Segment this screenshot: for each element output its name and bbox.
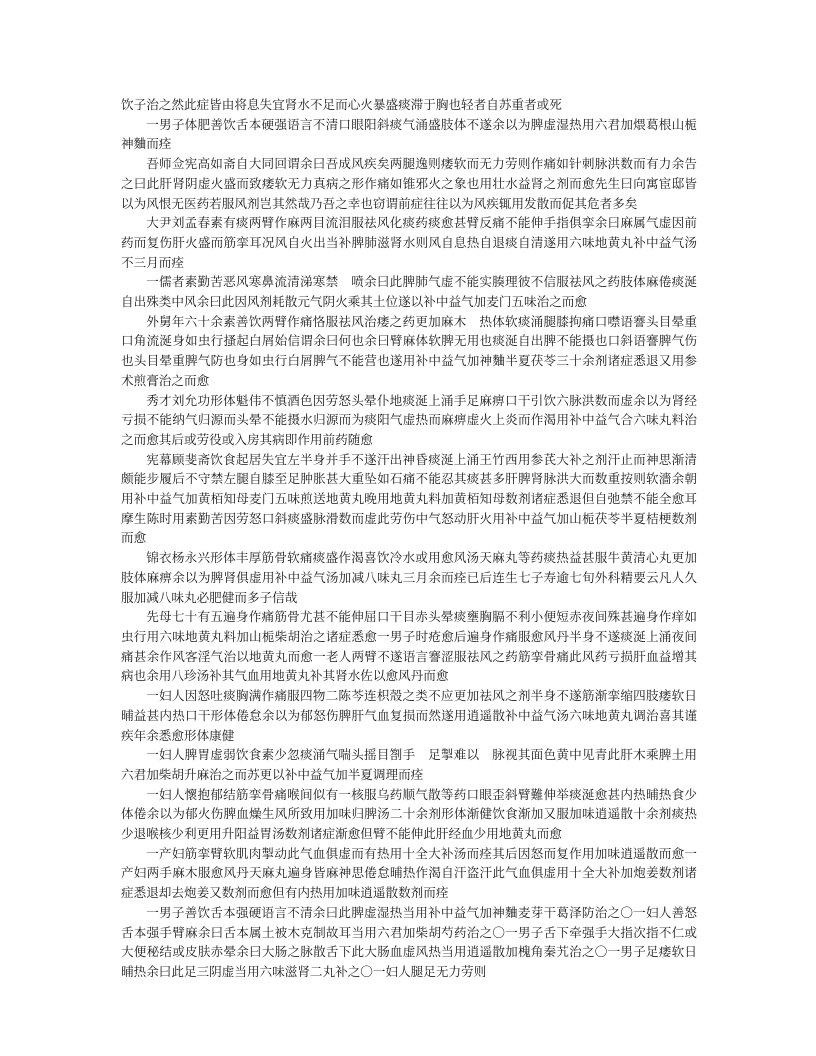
paragraph-11: 一妇人因怒吐痰胸满作痛服四物二陈芩连枳殼之类不应更加祛风之剂半身不遂筋渐挛缩四肢痿软日晡益甚内热口干形体倦怠余以为郁怒伤脾肝气血复损而然遂用逍遥散补中益气汤六味地黄丸调治喜其谨疾年余悉愈形体康健 bbox=[121, 688, 697, 743]
paragraph-12: 一妇人脾胃虚弱饮食素少忽痰涌气喘头摇目劄手 足掣难以 脉视其面色黄中见青此肝木乘脾土用六君加柴胡升麻治之而苏更以补中益气加半夏调理而痊 bbox=[121, 747, 697, 782]
paragraph-7: 秀才刘允功形体魁伟不慎酒色因劳怒头晕仆地痰涎上涌手足麻痹口干引饮六脉洪数而虚余以为肾经亏损不能纳气归源而头晕不能摄水归源而为痰阳气虚热而麻痹虚火上炎而作渴用补中益气合六味丸料治之而愈其后或劳役或入房其病即作用前药随愈 bbox=[121, 392, 697, 447]
paragraph-15: 一男子善饮舌本强硬语言不清余曰此脾虚湿热当用补中益气加神麯麦芽干葛泽防治之〇一妇人善怒舌本强手臂麻余曰舌本属土被木克制故耳当用六君加柴胡芍药治之〇一男子舌下牵强手大指次指不仁或大便秘结或皮肤赤晕余曰大肠之脉散舌下此大肠血虚风热当用逍遥散加槐角秦艽治之〇一男子足痿软日晡热余曰此足三阴虚当用六味滋肾二丸补之〇一妇人腿足无力劳则 bbox=[121, 904, 697, 979]
paragraph-6: 外舅年六十余素善饮两臂作痛恪服祛风治痿之药更加麻木 热体软痰涌腿膝拘痛口噤语謇头目晕重口角流涎身如虫行搔起白屑始信谓余曰何也余曰臂麻体软脾无用也痰涎自出脾不能摄也口斜语謇脾气伤也头目晕重脾气防也身如虫行白屑脾气不能营也遂用补中益气加神麯半夏茯苓三十余剂诸症悉退又用参术煎膏治之而愈 bbox=[121, 313, 697, 388]
paragraph-10: 先母七十有五遍身作痛筋骨尤甚不能伸屈口干目赤头晕痰壅胸膈不利小便短赤夜间殊甚遍身作痒如虫行用六味地黄丸料加山栀柴胡治之诸症悉愈一男子时疮愈后遍身作痛服愈风丹半身不遂痰涎上涌夜间痛甚余作风客淫气治以地黄丸而愈一老人两臂不遂语言謇涩服祛风之药筋挛骨痛此风药亏损肝血益增其病也余用八珍汤补其气血用地黄丸补其肾水佐以愈风丹而愈 bbox=[121, 609, 697, 684]
paragraph-8: 宪幕顾斐斋饮食起居失宜左半身并手不遂汗出神昏痰涎上涌王竹西用参芪大补之剂汗止而神思渐清颇能步履后不守禁左腿自膝至足肿胀甚大重坠如石痛不能忍其痰甚多肝脾肾脉洪大而数重按则软濇余朝用补中益气加黄栢知母麦门五味煎送地黄丸晚用地黄丸料加黄栢知母数剂诸症悉退但自弛禁不能全愈耳摩生陈时用素勤苦因劳怒口斜痰盛脉滑数而虚此劳伤中气怒动肝火用补中益气加山栀茯苓半夏桔梗数剂而愈 bbox=[121, 451, 697, 546]
paragraph-14: 一产妇筋挛臂软肌肉掣动此气血俱虚而有热用十全大补汤而痊其后因怒而复作用加味逍遥散而愈一产妇两手麻木服愈风丹天麻丸遍身皆麻神思倦怠晡热作渴自汗盗汗此气血俱虚用十全大补加炮姜数剂诸症悉退却去炮姜又数剂而愈但有内热用加味逍遥散数剂而痊 bbox=[121, 845, 697, 901]
paragraph-3: 吾师佥宪高如斋自大同回谓余曰吾成风疾矣两腿逸则痿软而无力劳则作痛如针刺脉洪数而有力余告之曰此肝肾阴虚火盛而致痿软无力真病之形作痛如锥邪火之象也用壮水益肾之剂而愈先生曰向寓宦邸皆以为风恨无医药若服风剂岂其然哉乃吾之幸也窃谓前症往往以为风疾辄用发散而促其危者多矣 bbox=[121, 156, 697, 211]
paragraph-13: 一妇人懷抱郁结筋挛骨痛喉间似有一核服乌药顺气散等药口眼歪斜臂難伸举痰涎愈甚内热晡热食少体倦余以为郁火伤脾血燥生风所致用加味归脾汤二十余剂形体渐健饮食渐加又服加味逍遥散十余剂痰热少退喉核少利更用升阳益胃汤数剂诸症渐愈但臂不能伸此肝经血少用地黄丸而愈 bbox=[121, 786, 697, 842]
paragraph-1: 饮子治之然此症皆由将息失宜肾水不足而心火暴盛痰滞于胸也轻者自苏重者或死 bbox=[121, 97, 562, 112]
paragraph-9: 锦衣杨永兴形体丰厚筋骨软痛痰盛作渴喜饮冷水或用愈风汤天麻丸等药痰热益甚服牛黄清心丸更加肢体麻痹余以为脾肾俱虚用补中益气汤加减八味丸三月余而痊已后连生七子寿逾七旬外科精要云凡人久服加减八味丸必肥健而多子信哉 bbox=[121, 550, 697, 605]
paragraph-5: 一儒者素勤苦恶风寒鼻流清涕寒禁 喷余曰此脾肺气虚不能实腠理彼不信服祛风之药肢体麻倦痰涎自出殊类中风余曰此因风剂耗散元气阴火乘其土位遂以补中益气加麦门五味治之而愈 bbox=[121, 274, 697, 310]
paragraph-4: 大尹刘孟春素有痰两臂作麻两目流泪服祛风化痰药痰愈甚臂反痛不能伸手指俱挛余曰麻属气虚因前药而复伤肝火盛而筋挛耳况风自火出当补脾肺滋肾水则风自息热自退痰自清遂用六味地黄丸补中益气汤不三月而痊 bbox=[121, 215, 697, 270]
document-page bbox=[121, 95, 697, 982]
paragraph-2: 一男子体肥善饮舌本硬强语言不清口眼阳斜痰气涌盛肢体不遂余以为脾虚湿热用六君加煨葛根山栀神麯而痊 bbox=[121, 116, 697, 152]
